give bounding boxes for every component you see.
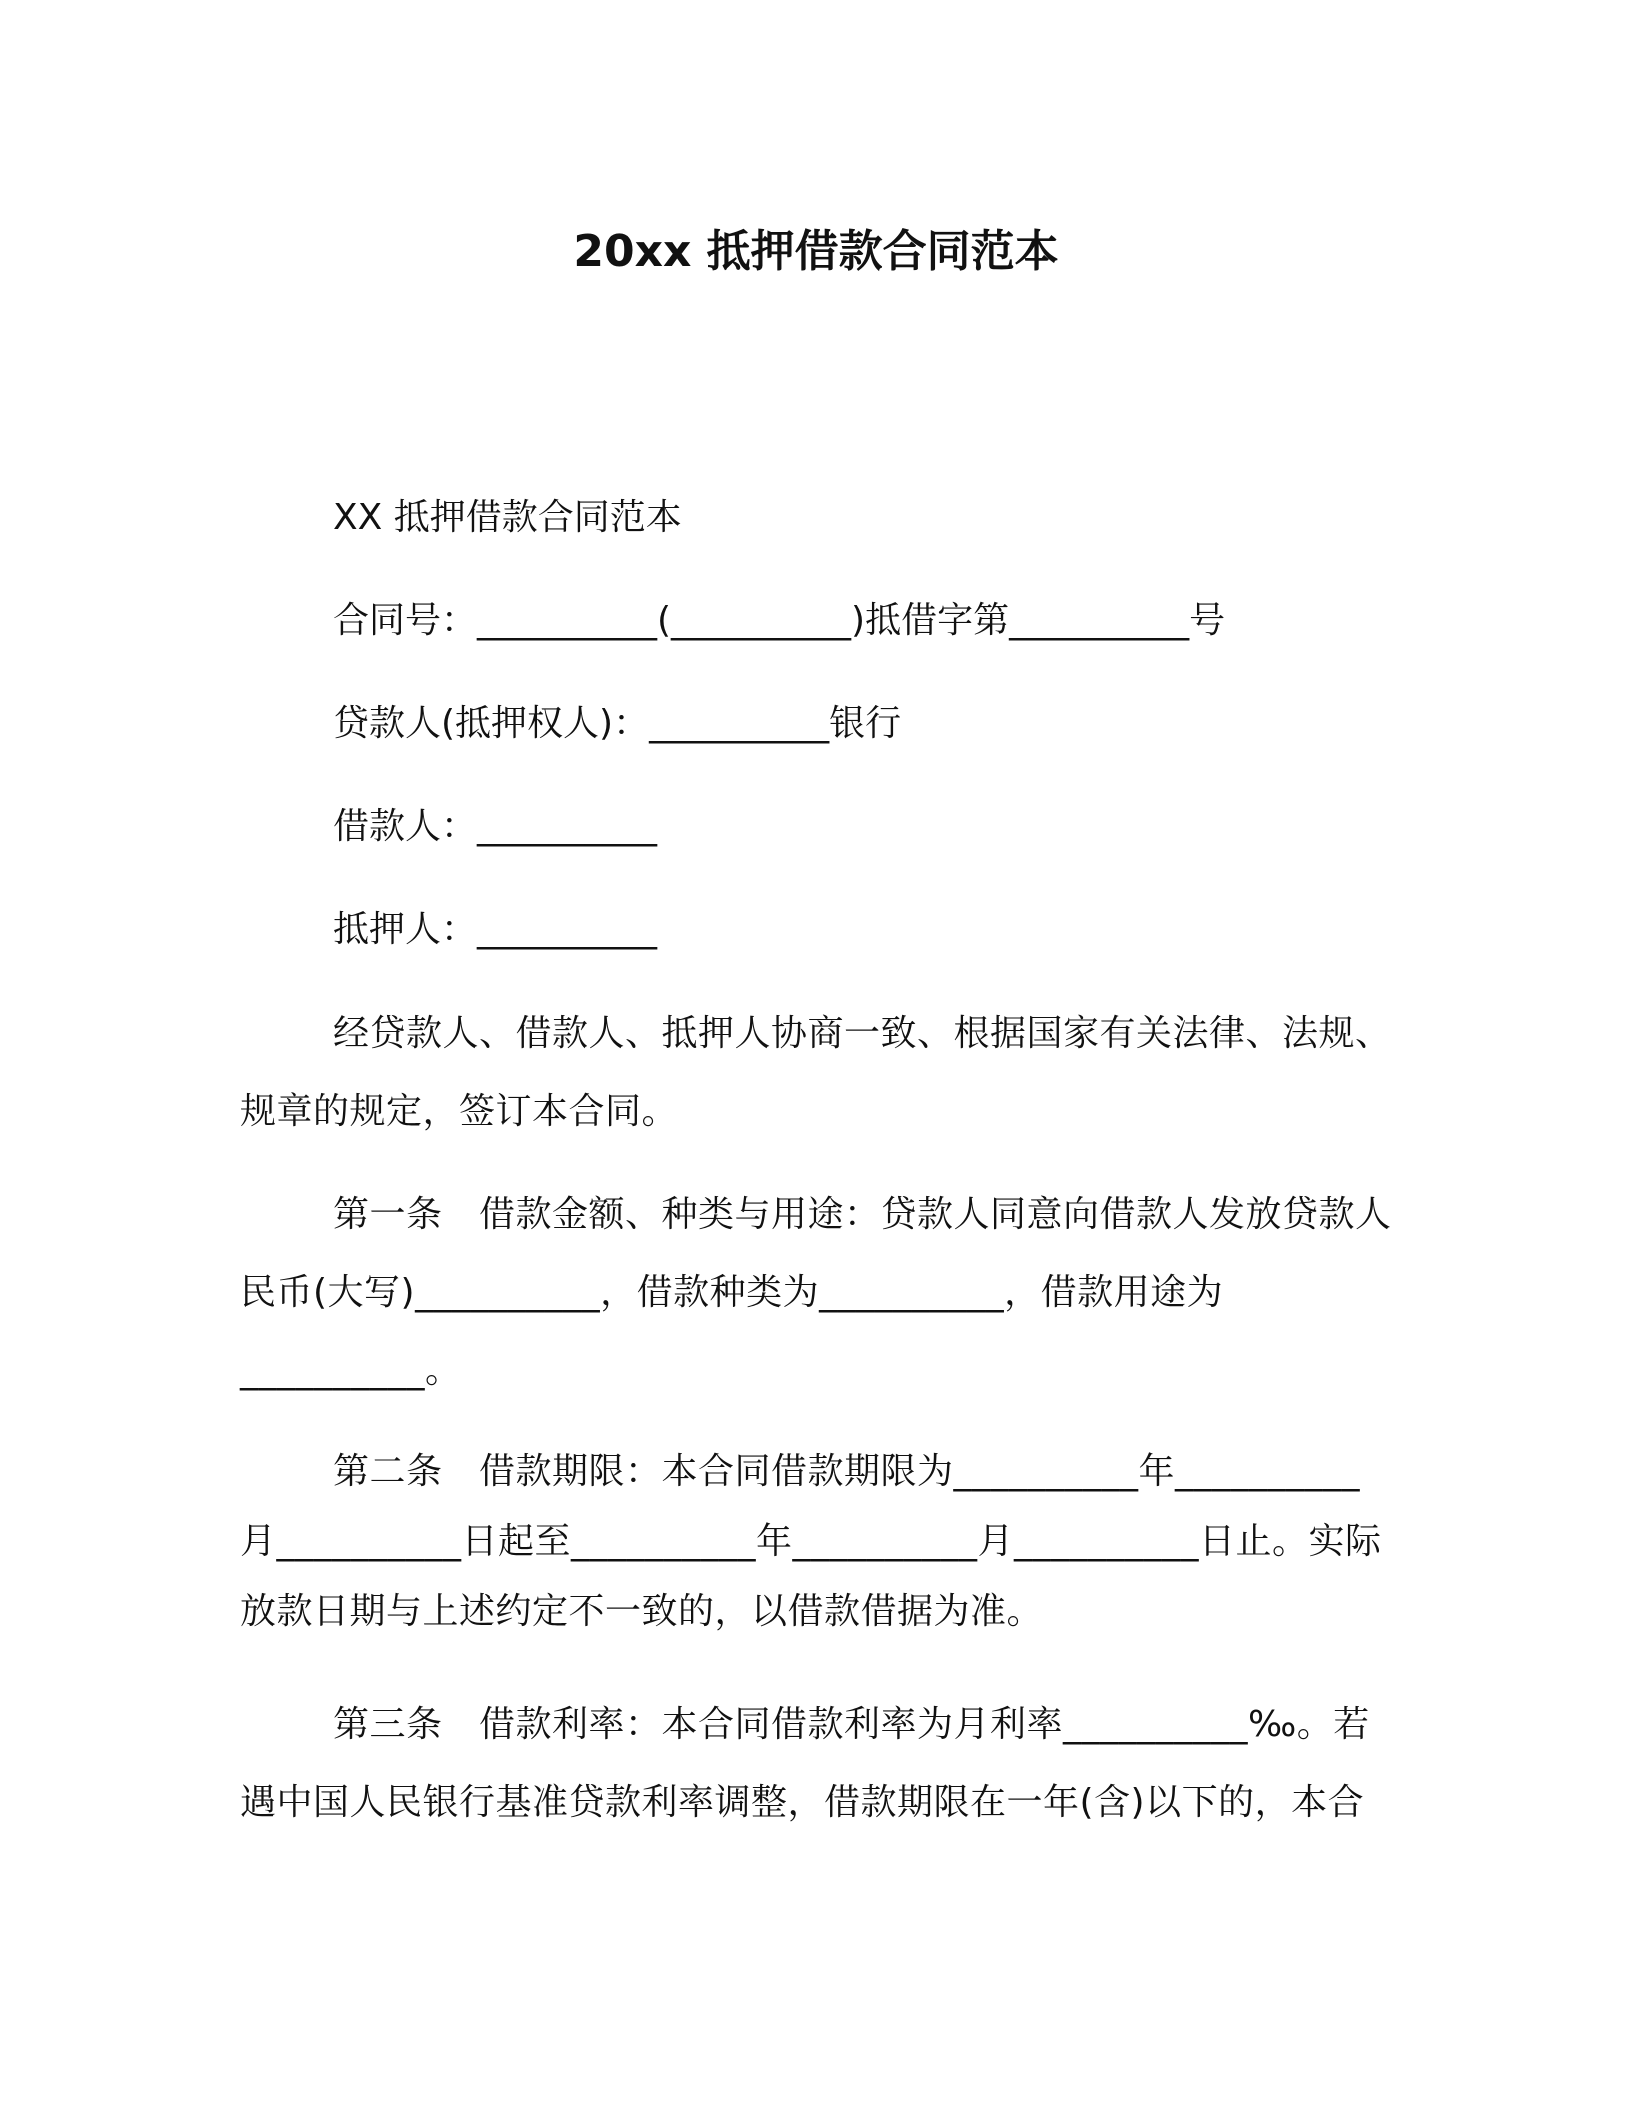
document-subtitle: XX 抵押借款合同范本 xyxy=(333,497,682,538)
article-2-paragraph: 第二条 借款期限：本合同借款期限为__________年__________月__________日起至__________年__________月__________日止。实际放款日期与上述约定不一致的，以借款借据为准。 xyxy=(240,1451,1382,1632)
borrower-line: 借款人：__________ xyxy=(333,806,658,847)
contract-number-line: 合同号：__________(__________)抵借字第__________号 xyxy=(333,600,1226,641)
lender-line: 贷款人(抵押权人)：__________银行 xyxy=(333,703,902,744)
preamble-paragraph: 经贷款人、借款人、抵押人协商一致、根据国家有关法律、法规、规章的规定，签订本合同。 xyxy=(240,1013,1392,1132)
mortgagor-line: 抵押人：__________ xyxy=(333,909,658,950)
document-title: 20xx 抵押借款合同范本 xyxy=(573,226,1059,277)
article-3-paragraph: 第三条 借款利率：本合同借款利率为月利率__________‰。若遇中国人民银行基准贷款利率调整，借款期限在一年(含)以下的，本合 xyxy=(240,1704,1370,1823)
article-1-paragraph: 第一条 借款金额、种类与用途：贷款人同意向借款人发放贷款人民币(大写)__________，借款种类为__________，借款用途为__________。 xyxy=(240,1194,1392,1391)
